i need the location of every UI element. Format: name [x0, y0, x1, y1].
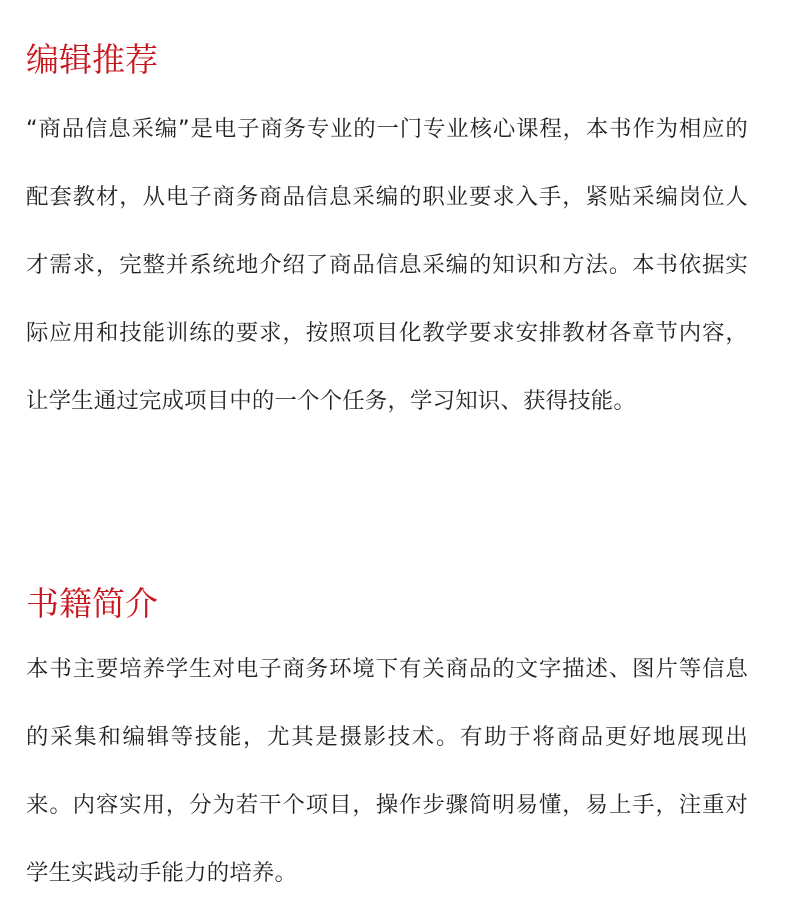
editor-recommendation-heading: 编辑推荐 — [26, 40, 158, 79]
book-introduction-text: 本书主要培养学生对电子商务环境下有关商品的文字描述、图片等信息的采集和编辑等技能，尤其是摄影技术。有助于将商品更好地展现出来。内容实用，分为若干个项目，操作步骤简明易懂，易上手，注重对学生实践动手能力的培养。 — [26, 656, 748, 886]
book-introduction-heading: 书籍简介 — [26, 584, 158, 623]
editor-recommendation-text: “商品信息采编”是电子商务专业的一门专业核心课程，本书作为相应的配套教材，从电子商务商品信息采编的职业要求入手，紧贴采编岗位人才需求，完整并系统地介绍了商品信息采编的知识和方法。本书依据实际应用和技能训练的要求，按照项目化教学要求安排教材各章节内容，让学生通过完成项目中的一个个任务，学习知识、获得技能。 — [26, 116, 748, 414]
